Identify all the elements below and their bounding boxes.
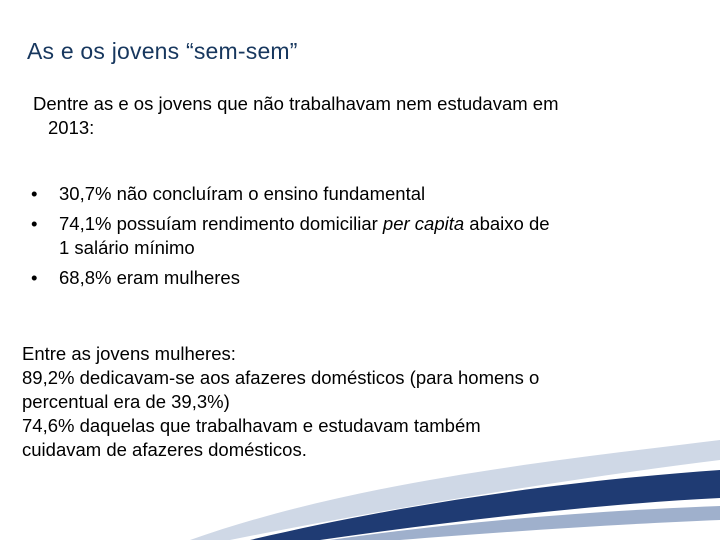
intro-paragraph	[33, 92, 693, 140]
bullet-text-before: 74,1% possuíam rendimento domiciliar	[59, 213, 383, 234]
intro-line-1: Dentre as e os jovens que não trabalhavam nem estudavam em	[33, 93, 559, 114]
women-section-line: percentual era de 39,3%)	[22, 391, 230, 412]
bullet-emphasis: per capita	[382, 213, 465, 234]
bullet-icon: •	[31, 183, 38, 204]
decorative-swoosh	[0, 440, 720, 540]
bullet-text-continuation: 1 salário mínimo	[59, 237, 195, 258]
women-section-heading: Entre as jovens mulheres:	[22, 343, 236, 364]
statistics-list	[31, 182, 691, 296]
bullet-icon: •	[31, 267, 38, 288]
women-section-line: 89,2% dedicavam-se aos afazeres domésticos (para homens o	[22, 367, 540, 388]
bullet-icon: •	[31, 213, 38, 234]
women-section-line: cuidavam de afazeres domésticos.	[22, 439, 307, 460]
slide-title: As e os jovens “sem-sem”	[27, 38, 298, 64]
bullet-text-after: abaixo de	[464, 213, 550, 234]
bullet-text: 68,8% eram mulheres	[59, 267, 240, 288]
bullet-text: 30,7% não concluíram o ensino fundamental	[59, 183, 426, 204]
list-item	[31, 182, 691, 206]
intro-line-2: 2013:	[48, 117, 95, 138]
list-item	[31, 212, 691, 260]
list-item	[31, 266, 691, 290]
women-section-line: 74,6% daquelas que trabalhavam e estudavam também	[22, 415, 481, 436]
